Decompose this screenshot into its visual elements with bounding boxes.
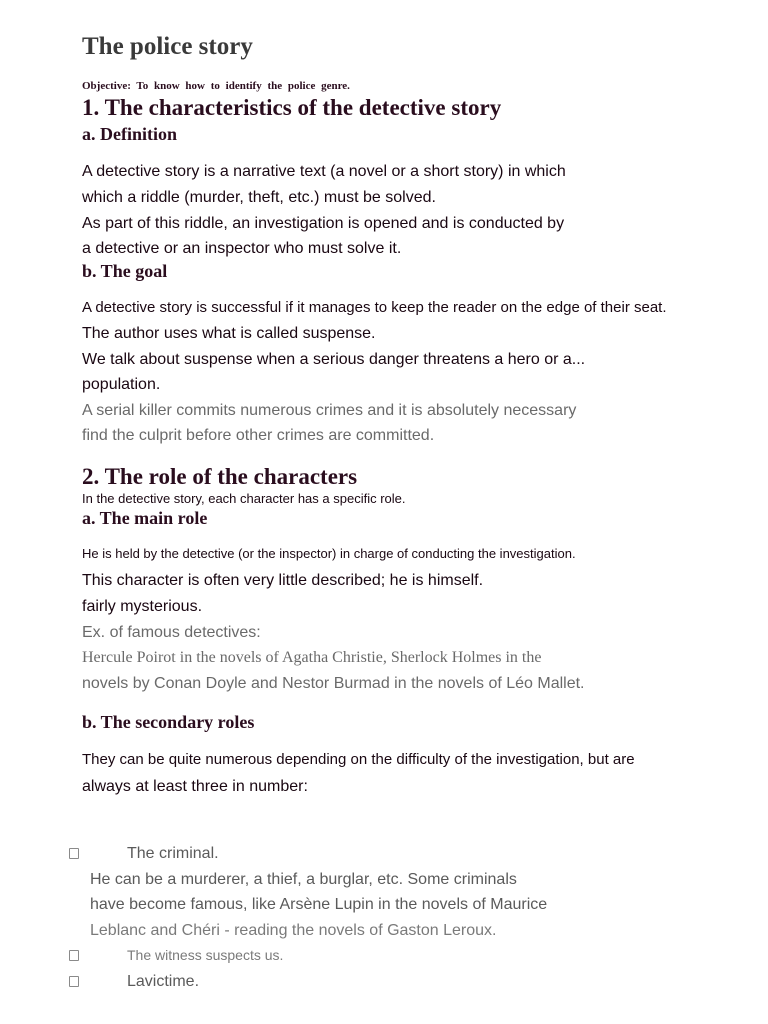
secondary-roles-line: They can be quite numerous depending on the difficulty of the investigation, but are	[82, 751, 635, 768]
definition-line: A detective story is a narrative text (a novel or a short story) in which	[82, 163, 566, 180]
section-1-heading: 1. The characteristics of the detective story	[82, 95, 502, 120]
main-role-line: This character is often very little described; he is himself.	[82, 572, 484, 589]
goal-line: A detective story is successful if it manages to keep the reader on the edge of their seat.	[82, 299, 667, 316]
goal-heading: b. The goal	[82, 261, 168, 281]
bullet-detail-line: Leblanc and Chéri - reading the novels of Gaston Leroux.	[90, 922, 497, 939]
definition-line: As part of this riddle, an investigation is opened and is conducted by	[82, 215, 565, 232]
goal-line: A serial killer commits numerous crimes and it is absolutely necessary	[82, 402, 577, 419]
definition-heading: a. Definition	[82, 124, 178, 144]
definition-line: which a riddle (murder, theft, etc.) must be solved.	[82, 189, 436, 206]
page-title: The police story	[82, 33, 253, 60]
goal-line: We talk about suspense when a serious danger threatens a hero or a...	[82, 351, 586, 368]
definition-line: a detective or an inspector who must solve it.	[82, 240, 402, 257]
bullet-item-criminal: The criminal.	[127, 845, 219, 862]
bullet-detail-line: He can be a murderer, a thief, a burglar, etc. Some criminals	[90, 871, 517, 888]
secondary-roles-heading: b. The secondary roles	[82, 712, 255, 732]
bullet-item-witness: The witness suspects us.	[127, 947, 284, 963]
goal-line: population.	[82, 376, 161, 393]
bullet-box-icon	[69, 950, 79, 961]
bullet-detail-line: have become famous, like Arsène Lupin in the novels of Maurice	[90, 896, 548, 913]
goal-line: The author uses what is called suspense.	[82, 325, 376, 342]
main-role-line: Hercule Poirot in the novels of Agatha Christie, Sherlock Holmes in the	[82, 649, 542, 666]
section-2-heading: 2. The role of the characters	[82, 464, 358, 489]
main-role-heading: a. The main role	[82, 508, 208, 528]
secondary-roles-line: always at least three in number:	[82, 778, 308, 795]
roles-intro: In the detective story, each character has a specific role.	[82, 491, 406, 506]
main-role-line: fairly mysterious.	[82, 598, 203, 615]
bullet-box-icon	[69, 976, 79, 987]
bullet-box-icon	[69, 848, 79, 859]
main-role-line: novels by Conan Doyle and Nestor Burmad in the novels of Léo Mallet.	[82, 675, 585, 692]
goal-line: find the culprit before other crimes are committed.	[82, 427, 435, 444]
bullet-item-victim: Lavictime.	[127, 973, 200, 990]
main-role-line: He is held by the detective (or the inspector) in charge of conducting the investigation.	[82, 546, 576, 561]
objective-line: Objective: To know how to identify the police genre.	[82, 80, 350, 92]
main-role-line: Ex. of famous detectives:	[82, 624, 261, 641]
